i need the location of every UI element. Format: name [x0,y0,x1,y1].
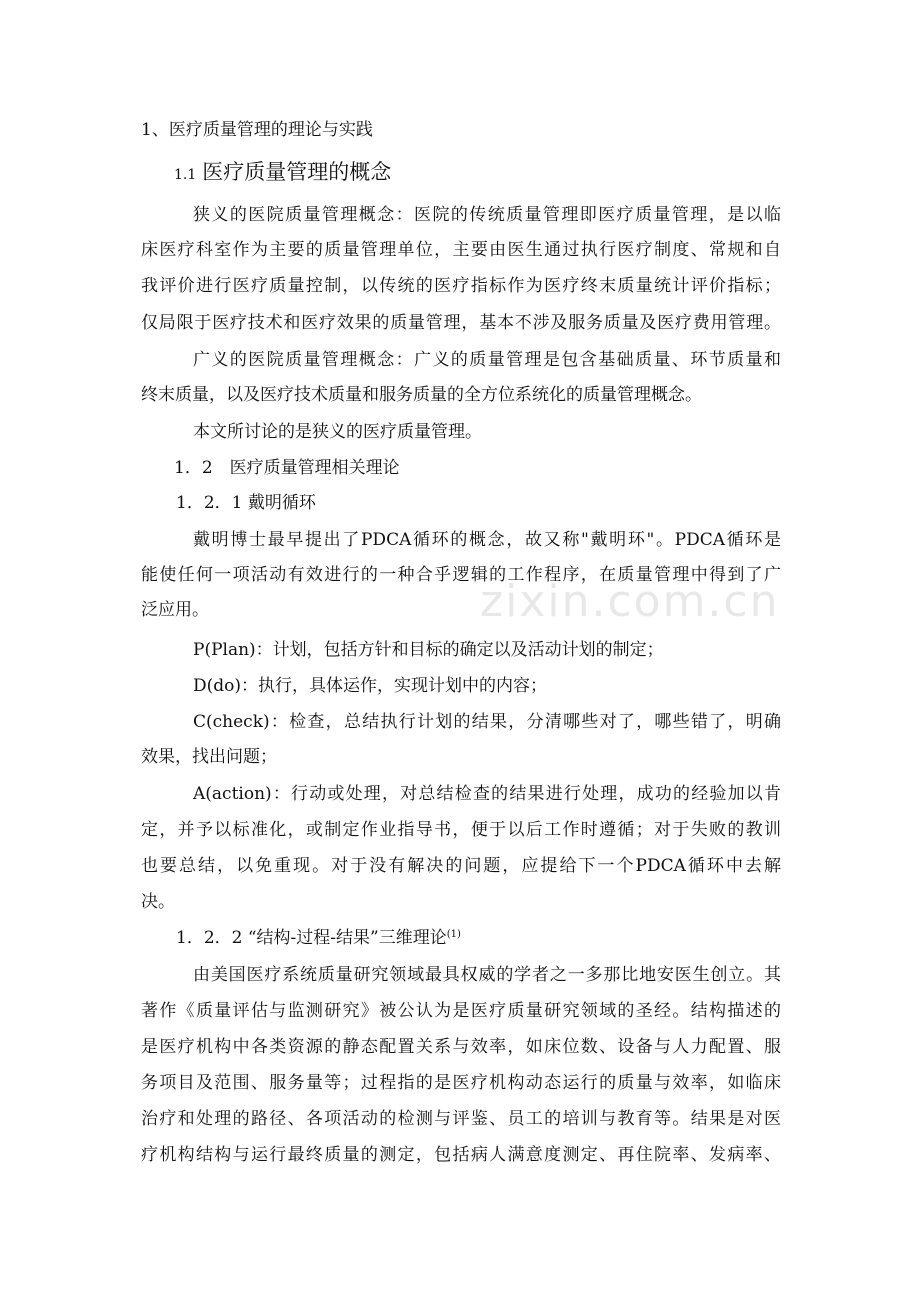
paragraph-line: 终末质量，以及医疗技术质量和服务质量的全方位系统化的质量管理概念。 [141,385,702,405]
paragraph-line: 能使任何一项活动有效进行的一种合乎逻辑的工作程序，在质量管理中得到了广 [141,565,781,585]
paragraph-line: 务项目及范围、服务量等；过程指的是医疗机构动态运行的质量与效率，如临床 [141,1073,781,1093]
heading-1-2-2 [176,928,816,948]
paragraph-line: 是医疗机构中各类资源的静态配置关系与效率，如床位数、设备与人力配置、服 [141,1037,781,1057]
paragraph-line: 定，并予以标准化，或制定作业指导书，便于以后工作时遵循；对于失败的教训 [141,820,781,840]
paragraph-line: 由美国医疗系统质量研究领域最具权威的学者之一多那比地安医生创立。其 [193,965,781,985]
heading-1-1-number: 1.1 [174,167,197,183]
heading-1-2-1: 1．2．1 戴明循环 [176,493,316,513]
paragraph-line: 治疗和处理的路径、各项活动的检测与评鉴、员工的培训与教育等。结果是对医 [141,1109,781,1129]
paragraph-line: 效果，找出问题； [141,747,277,767]
paragraph-line: 广义的医院质量管理概念：广义的质量管理是包含基础质量、环节质量和 [193,350,781,370]
paragraph-line: 也要总结，以免重现。对于没有解决的问题，应提给下一个PDCA循环中去解 [141,856,781,876]
heading-1-1-text: 医疗质量管理的概念 [202,160,392,184]
pdca-plan: P(Plan)：计划，包括方针和目标的确定以及活动计划的制定； [193,640,664,660]
paragraph-line: 著作《质量评估与监测研究》被公认为是医疗质量研究领域的圣经。结构描述的 [141,1001,781,1021]
heading-1: 1、医疗质量管理的理论与实践 [141,120,373,140]
paragraph-line: 仅局限于医疗技术和医疗效果的质量管理，基本不涉及服务质量及医疗费用管理。 [141,313,781,333]
paragraph-line: 我评价进行医疗质量控制，以传统的医疗指标作为医疗终末质量统计评价指标； [141,276,781,296]
paragraph-line: 床医疗科室作为主要的质量管理单位，主要由医生通过执行医疗制度、常规和自 [141,240,781,260]
pdca-action: A(action)：行动或处理，对总结检查的结果进行处理，成功的经验加以肯 [193,784,781,804]
heading-1-1 [174,160,814,187]
paragraph-line: 泛应用。 [141,600,209,620]
heading-1-2-2-text: 1．2．2 “结构-过程-结果”三维理论 [176,928,447,948]
heading-1-2: 1．2 医疗质量管理相关理论 [174,458,400,478]
paragraph-line: 狭义的医院质量管理概念：医院的传统质量管理即医疗质量管理，是以临 [193,205,781,225]
paragraph-line: 本文所讨论的是狭义的医疗质量管理。 [193,422,482,442]
pdca-do: D(do)：执行，具体运作，实现计划中的内容； [193,676,548,696]
citation-ref: (1) [446,929,461,940]
paragraph-line: 决。 [141,892,175,912]
paragraph-line: 疗机构结构与运行最终质量的测定，包括病人满意度测定、再住院率、发病率、 [141,1145,781,1165]
watermark: zixin.com.cn [480,576,780,627]
pdca-check: C(check)：检查，总结执行计划的结果，分清哪些对了，哪些错了，明确 [193,712,781,732]
paragraph-line: 戴明博士最早提出了PDCA循环的概念，故又称"戴明环"。PDCA循环是 [193,530,781,550]
